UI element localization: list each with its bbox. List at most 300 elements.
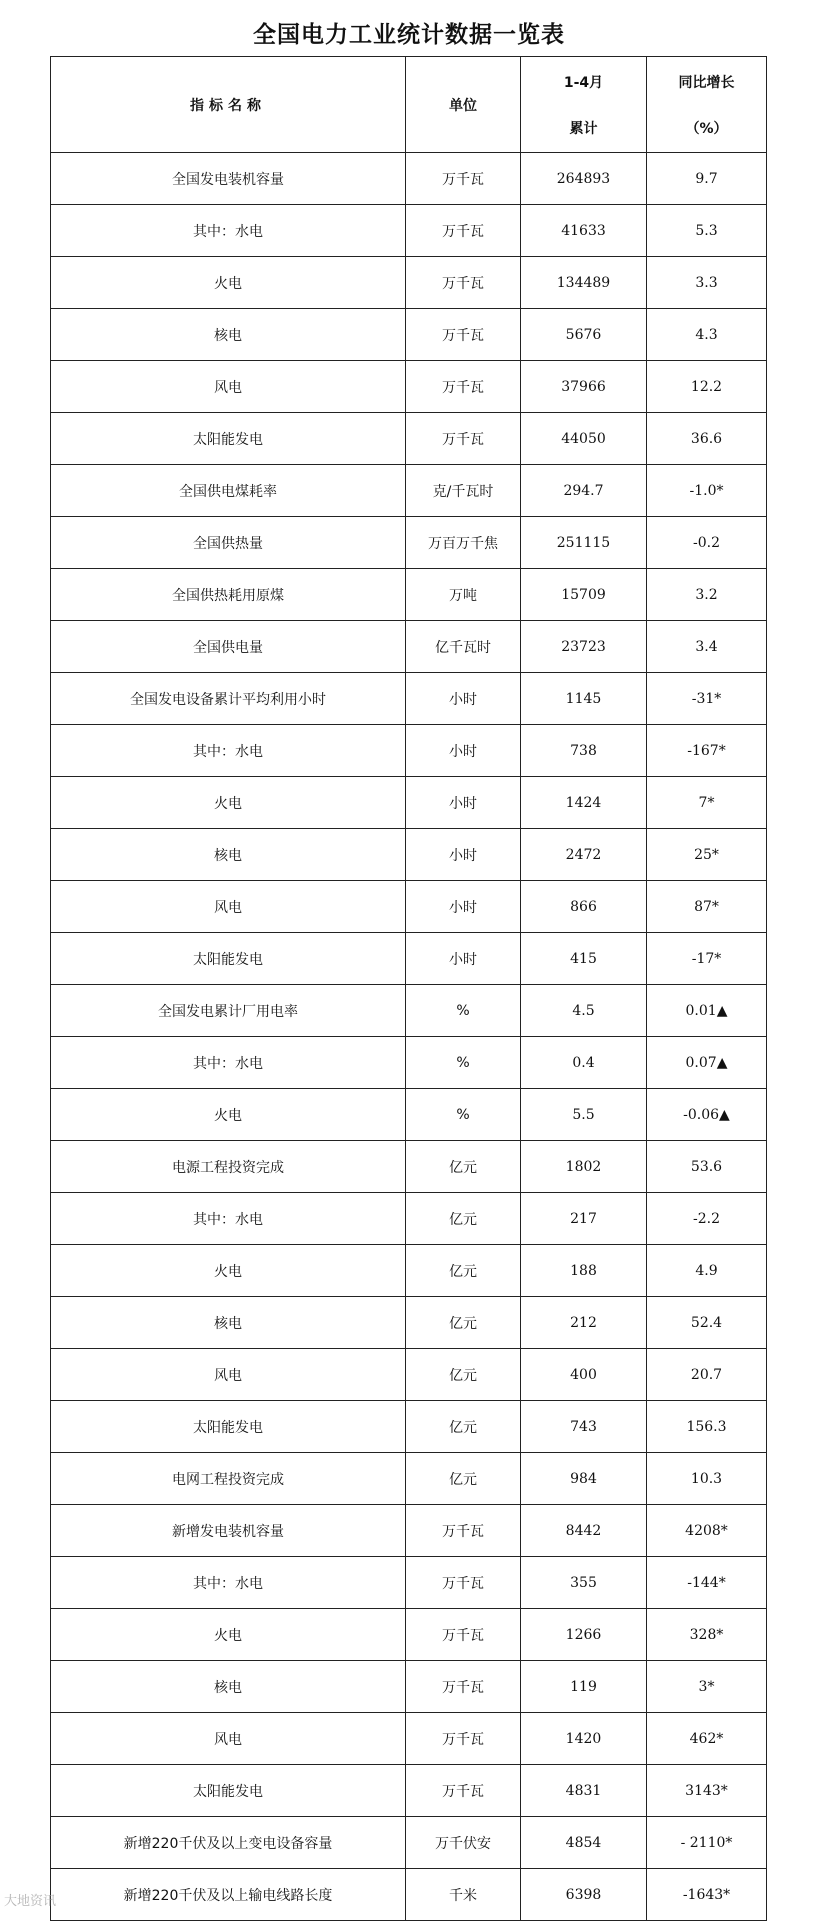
unit-text: % <box>456 1002 470 1019</box>
indicator-name-cell <box>51 153 406 205</box>
cumulative-value-text: 1266 <box>565 1626 602 1643</box>
unit-cell <box>406 1089 521 1141</box>
cumulative-value-text: 1802 <box>565 1158 602 1175</box>
indicator-name-text: 火电 <box>214 275 242 292</box>
indicator-name-text: 风电 <box>214 1731 242 1748</box>
yoy-growth-text: 3.3 <box>695 274 718 291</box>
yoy-growth-cell <box>647 257 767 309</box>
header-yoy-growth <box>647 57 767 153</box>
table-row <box>51 309 767 361</box>
header-indicator-name-label: 指标名称 <box>190 97 266 114</box>
cumulative-value-cell <box>521 985 647 1037</box>
yoy-growth-text: - 2110* <box>680 1834 733 1851</box>
indicator-name-cell <box>51 1765 406 1817</box>
yoy-growth-text: 25* <box>694 846 719 863</box>
yoy-growth-cell <box>647 985 767 1037</box>
cumulative-value-cell <box>521 569 647 621</box>
indicator-name-cell <box>51 881 406 933</box>
cumulative-value-cell <box>521 1245 647 1297</box>
yoy-growth-cell <box>647 1557 767 1609</box>
yoy-growth-text: 10.3 <box>690 1470 723 1487</box>
unit-cell <box>406 1609 521 1661</box>
cumulative-value-text: 1145 <box>565 690 602 707</box>
cumulative-value-cell <box>521 1037 647 1089</box>
yoy-growth-cell <box>647 1297 767 1349</box>
indicator-name-cell <box>51 1141 406 1193</box>
indicator-name-cell <box>51 1193 406 1245</box>
cumulative-value-text: 5.5 <box>572 1106 595 1123</box>
unit-cell <box>406 985 521 1037</box>
indicator-name-text: 风电 <box>214 1367 242 1384</box>
unit-cell <box>406 1245 521 1297</box>
cumulative-value-text: 743 <box>570 1418 597 1435</box>
indicator-name-text: 太阳能发电 <box>193 1783 263 1800</box>
indicator-name-cell <box>51 1505 406 1557</box>
unit-text: % <box>456 1106 470 1123</box>
unit-text: 万千瓦 <box>442 327 484 344</box>
table-row <box>51 621 767 673</box>
cumulative-value-text: 866 <box>570 898 597 915</box>
indicator-name-cell <box>51 933 406 985</box>
unit-text: 小时 <box>449 899 477 916</box>
cumulative-value-cell <box>521 361 647 413</box>
yoy-growth-text: 36.6 <box>690 430 723 447</box>
unit-cell <box>406 1505 521 1557</box>
cumulative-value-text: 5676 <box>565 326 602 343</box>
cumulative-value-text: 4854 <box>565 1834 602 1851</box>
cumulative-value-cell <box>521 309 647 361</box>
indicator-name-text: 新增发电装机容量 <box>172 1523 284 1540</box>
yoy-growth-cell <box>647 1609 767 1661</box>
table-row <box>51 465 767 517</box>
yoy-growth-cell <box>647 673 767 725</box>
unit-cell <box>406 725 521 777</box>
yoy-growth-text: -144* <box>687 1574 726 1591</box>
yoy-growth-cell <box>647 829 767 881</box>
unit-text: 小时 <box>449 743 477 760</box>
yoy-growth-text: -167* <box>687 742 726 759</box>
table-row <box>51 829 767 881</box>
indicator-name-text: 其中：水电 <box>193 1575 263 1592</box>
unit-cell <box>406 153 521 205</box>
indicator-name-cell <box>51 361 406 413</box>
unit-cell <box>406 621 521 673</box>
table-row <box>51 1453 767 1505</box>
cumulative-value-cell <box>521 1089 647 1141</box>
yoy-growth-text: -2.2 <box>693 1210 720 1227</box>
unit-text: 万千瓦 <box>442 275 484 292</box>
unit-text: 亿元 <box>449 1263 477 1280</box>
cumulative-value-text: 8442 <box>565 1522 602 1539</box>
unit-text: 小时 <box>449 847 477 864</box>
yoy-growth-text: 7* <box>698 794 715 811</box>
yoy-growth-text: 3.4 <box>695 638 718 655</box>
indicator-name-text: 全国供热耗用原煤 <box>172 587 284 604</box>
cumulative-value-cell <box>521 1141 647 1193</box>
unit-text: 万千瓦 <box>442 1783 484 1800</box>
yoy-growth-cell <box>647 153 767 205</box>
cumulative-value-cell <box>521 673 647 725</box>
header-yoy-unit-label: （%） <box>685 120 728 137</box>
indicator-name-text: 风电 <box>214 899 242 916</box>
indicator-name-text: 太阳能发电 <box>193 1419 263 1436</box>
cumulative-value-cell <box>521 257 647 309</box>
yoy-growth-text: 9.7 <box>695 170 718 187</box>
unit-cell <box>406 1401 521 1453</box>
cumulative-value-text: 4831 <box>565 1782 602 1799</box>
yoy-growth-text: 3* <box>698 1678 715 1695</box>
cumulative-value-cell <box>521 881 647 933</box>
table-row <box>51 153 767 205</box>
cumulative-value-text: 1424 <box>565 794 602 811</box>
yoy-growth-text: -31* <box>691 690 722 707</box>
yoy-growth-text: 12.2 <box>690 378 723 395</box>
unit-text: 万千瓦 <box>442 1679 484 1696</box>
unit-cell <box>406 1869 521 1921</box>
indicator-name-cell <box>51 465 406 517</box>
yoy-growth-cell <box>647 413 767 465</box>
indicator-name-text: 火电 <box>214 1107 242 1124</box>
indicator-name-text: 全国发电装机容量 <box>172 171 284 188</box>
cumulative-value-text: 984 <box>570 1470 597 1487</box>
unit-cell <box>406 1141 521 1193</box>
table-row <box>51 777 767 829</box>
cumulative-value-text: 294.7 <box>563 482 604 499</box>
unit-text: 小时 <box>449 951 477 968</box>
unit-cell <box>406 1557 521 1609</box>
cumulative-value-cell <box>521 413 647 465</box>
indicator-name-cell <box>51 829 406 881</box>
indicator-name-text: 全国供电量 <box>193 639 263 656</box>
table-row <box>51 1765 767 1817</box>
indicator-name-text: 其中：水电 <box>193 223 263 240</box>
indicator-name-cell <box>51 205 406 257</box>
yoy-growth-cell <box>647 1661 767 1713</box>
indicator-name-text: 其中：水电 <box>193 1211 263 1228</box>
indicator-name-text: 新增220千伏及以上变电设备容量 <box>123 1835 333 1852</box>
yoy-growth-cell <box>647 1089 767 1141</box>
indicator-name-cell <box>51 1349 406 1401</box>
indicator-name-cell <box>51 1661 406 1713</box>
cumulative-value-cell <box>521 725 647 777</box>
indicator-name-cell <box>51 725 406 777</box>
unit-cell <box>406 1193 521 1245</box>
unit-text: 万千瓦 <box>442 379 484 396</box>
cumulative-value-cell <box>521 1557 647 1609</box>
table-row <box>51 1713 767 1765</box>
cumulative-value-cell <box>521 1193 647 1245</box>
cumulative-value-text: 15709 <box>561 586 606 603</box>
indicator-name-cell <box>51 673 406 725</box>
cumulative-value-cell <box>521 777 647 829</box>
yoy-growth-cell <box>647 1037 767 1089</box>
indicator-name-text: 核电 <box>214 327 242 344</box>
unit-cell <box>406 1817 521 1869</box>
yoy-growth-text: 156.3 <box>686 1418 727 1435</box>
indicator-name-cell <box>51 777 406 829</box>
cumulative-value-text: 400 <box>570 1366 597 1383</box>
unit-cell <box>406 933 521 985</box>
table-row <box>51 1505 767 1557</box>
header-indicator-name <box>51 57 406 153</box>
cumulative-value-cell <box>521 1609 647 1661</box>
unit-text: 千米 <box>449 1887 477 1904</box>
yoy-growth-text: 0.01▲ <box>685 1002 728 1019</box>
unit-cell <box>406 465 521 517</box>
yoy-growth-cell <box>647 361 767 413</box>
table-row <box>51 1817 767 1869</box>
yoy-growth-text: 53.6 <box>690 1158 723 1175</box>
cumulative-value-text: 355 <box>570 1574 597 1591</box>
indicator-name-cell <box>51 1817 406 1869</box>
unit-cell <box>406 257 521 309</box>
table-row <box>51 1609 767 1661</box>
table-row <box>51 205 767 257</box>
table-row <box>51 673 767 725</box>
yoy-growth-cell <box>647 1713 767 1765</box>
cumulative-value-text: 415 <box>570 950 597 967</box>
yoy-growth-cell <box>647 309 767 361</box>
yoy-growth-cell <box>647 621 767 673</box>
indicator-name-text: 核电 <box>214 1315 242 1332</box>
yoy-growth-cell <box>647 569 767 621</box>
indicator-name-cell <box>51 1609 406 1661</box>
indicator-name-text: 风电 <box>214 379 242 396</box>
yoy-growth-cell <box>647 1401 767 1453</box>
header-cumulative <box>521 57 647 153</box>
yoy-growth-cell <box>647 881 767 933</box>
cumulative-value-cell <box>521 621 647 673</box>
unit-text: 万千瓦 <box>442 1523 484 1540</box>
unit-cell <box>406 1453 521 1505</box>
cumulative-value-text: 6398 <box>565 1886 602 1903</box>
table-row <box>51 413 767 465</box>
cumulative-value-cell <box>521 153 647 205</box>
cumulative-value-cell <box>521 1765 647 1817</box>
cumulative-value-cell <box>521 1349 647 1401</box>
yoy-growth-cell <box>647 1505 767 1557</box>
unit-text: 小时 <box>449 795 477 812</box>
yoy-growth-cell <box>647 1141 767 1193</box>
indicator-name-cell <box>51 1869 406 1921</box>
table-row <box>51 1089 767 1141</box>
table-row <box>51 725 767 777</box>
cumulative-value-cell <box>521 1817 647 1869</box>
yoy-growth-cell <box>647 205 767 257</box>
yoy-growth-text: 4.3 <box>695 326 718 343</box>
indicator-name-cell <box>51 1089 406 1141</box>
table-row <box>51 881 767 933</box>
page-title: 全国电力工业统计数据一览表 <box>253 22 565 48</box>
indicator-name-text: 核电 <box>214 847 242 864</box>
unit-text: 万千伏安 <box>435 1835 491 1852</box>
cumulative-value-text: 738 <box>570 742 597 759</box>
yoy-growth-text: -1643* <box>682 1886 731 1903</box>
yoy-growth-cell <box>647 1453 767 1505</box>
unit-cell <box>406 1713 521 1765</box>
yoy-growth-text: 4.9 <box>695 1262 718 1279</box>
cumulative-value-text: 264893 <box>556 170 611 187</box>
cumulative-value-text: 251115 <box>556 534 611 551</box>
table-row <box>51 1557 767 1609</box>
cumulative-value-cell <box>521 517 647 569</box>
table-row <box>51 1297 767 1349</box>
cumulative-value-cell <box>521 1869 647 1921</box>
yoy-growth-text: 462* <box>689 1730 724 1747</box>
yoy-growth-text: 20.7 <box>690 1366 723 1383</box>
unit-text: 万千瓦 <box>442 1575 484 1592</box>
unit-text: 亿元 <box>449 1419 477 1436</box>
cumulative-value-text: 134489 <box>556 274 611 291</box>
cumulative-value-cell <box>521 933 647 985</box>
cumulative-value-text: 4.5 <box>572 1002 595 1019</box>
indicator-name-cell <box>51 1557 406 1609</box>
cumulative-value-cell <box>521 1661 647 1713</box>
unit-cell <box>406 673 521 725</box>
cumulative-value-cell <box>521 1401 647 1453</box>
unit-text: 克/千瓦时 <box>432 483 494 500</box>
yoy-growth-text: 4208* <box>685 1522 728 1539</box>
unit-text: 亿元 <box>449 1471 477 1488</box>
cumulative-value-cell <box>521 205 647 257</box>
table-row <box>51 361 767 413</box>
unit-cell <box>406 205 521 257</box>
indicator-name-cell <box>51 413 406 465</box>
table-row <box>51 933 767 985</box>
header-period-label: 1-4月 <box>563 74 604 91</box>
table-row <box>51 1245 767 1297</box>
yoy-growth-text: 52.4 <box>690 1314 723 1331</box>
indicator-name-text: 全国发电累计厂用电率 <box>158 1003 298 1020</box>
unit-text: 万千瓦 <box>442 171 484 188</box>
unit-text: 亿元 <box>449 1367 477 1384</box>
table-row <box>51 257 767 309</box>
table-row <box>51 1349 767 1401</box>
indicator-name-text: 火电 <box>214 1263 242 1280</box>
unit-cell <box>406 309 521 361</box>
unit-text: 小时 <box>449 691 477 708</box>
unit-cell <box>406 569 521 621</box>
yoy-growth-text: 328* <box>689 1626 724 1643</box>
indicator-name-cell <box>51 309 406 361</box>
table-row <box>51 1661 767 1713</box>
yoy-growth-cell <box>647 933 767 985</box>
unit-text: 亿元 <box>449 1159 477 1176</box>
indicator-name-cell <box>51 569 406 621</box>
indicator-name-cell <box>51 1245 406 1297</box>
unit-cell <box>406 829 521 881</box>
unit-cell <box>406 517 521 569</box>
indicator-name-cell <box>51 1037 406 1089</box>
indicator-name-cell <box>51 985 406 1037</box>
unit-cell <box>406 1297 521 1349</box>
yoy-growth-cell <box>647 1869 767 1921</box>
yoy-growth-text: -0.06▲ <box>683 1106 730 1123</box>
indicator-name-cell <box>51 517 406 569</box>
cumulative-value-cell <box>521 1453 647 1505</box>
table-row <box>51 517 767 569</box>
unit-text: 万吨 <box>449 587 477 604</box>
yoy-growth-cell <box>647 1765 767 1817</box>
indicator-name-cell <box>51 1297 406 1349</box>
cumulative-value-text: 119 <box>570 1678 597 1695</box>
unit-text: 万千瓦 <box>442 431 484 448</box>
unit-text: 亿千瓦时 <box>435 639 491 656</box>
yoy-growth-cell <box>647 777 767 829</box>
cumulative-value-cell <box>521 465 647 517</box>
indicator-name-cell <box>51 621 406 673</box>
header-unit-label: 单位 <box>449 97 477 114</box>
unit-cell <box>406 777 521 829</box>
cumulative-value-cell <box>521 1297 647 1349</box>
header-yoy-label: 同比增长 <box>678 74 735 91</box>
indicator-name-text: 其中：水电 <box>193 743 263 760</box>
unit-cell <box>406 881 521 933</box>
table-row <box>51 1401 767 1453</box>
yoy-growth-cell <box>647 1817 767 1869</box>
indicator-name-cell <box>51 1401 406 1453</box>
indicator-name-text: 新增220千伏及以上输电线路长度 <box>123 1887 333 1904</box>
table-row <box>51 985 767 1037</box>
table-row <box>51 1037 767 1089</box>
cumulative-value-cell <box>521 829 647 881</box>
yoy-growth-cell <box>647 517 767 569</box>
indicator-name-text: 其中：水电 <box>193 1055 263 1072</box>
cumulative-value-text: 1420 <box>565 1730 602 1747</box>
cumulative-value-text: 23723 <box>561 638 606 655</box>
table-row <box>51 1193 767 1245</box>
indicator-name-cell <box>51 257 406 309</box>
yoy-growth-text: 5.3 <box>695 222 718 239</box>
indicator-name-text: 电网工程投资完成 <box>172 1471 284 1488</box>
cumulative-value-text: 2472 <box>565 846 602 863</box>
unit-text: 万千瓦 <box>442 1627 484 1644</box>
indicator-name-cell <box>51 1453 406 1505</box>
table-row <box>51 1869 767 1921</box>
indicator-name-text: 太阳能发电 <box>193 951 263 968</box>
unit-cell <box>406 361 521 413</box>
unit-cell <box>406 1349 521 1401</box>
unit-cell <box>406 413 521 465</box>
unit-cell <box>406 1765 521 1817</box>
yoy-growth-text: 87* <box>694 898 719 915</box>
cumulative-value-text: 44050 <box>561 430 606 447</box>
indicator-name-cell <box>51 1713 406 1765</box>
indicator-name-text: 全国供电煤耗率 <box>179 483 277 500</box>
indicator-name-text: 电源工程投资完成 <box>172 1159 284 1176</box>
indicator-name-text: 全国供热量 <box>193 535 263 552</box>
unit-text: 万千瓦 <box>442 1731 484 1748</box>
yoy-growth-cell <box>647 1349 767 1401</box>
indicator-name-text: 全国发电设备累计平均利用小时 <box>130 691 326 708</box>
table-body <box>51 153 767 1921</box>
unit-cell <box>406 1037 521 1089</box>
unit-text: 万百万千焦 <box>428 535 498 552</box>
yoy-growth-text: 3.2 <box>695 586 718 603</box>
cumulative-value-text: 217 <box>570 1210 597 1227</box>
cumulative-value-text: 41633 <box>561 222 606 239</box>
watermark: 大地资讯 <box>4 1894 57 1909</box>
cumulative-value-text: 212 <box>570 1314 597 1331</box>
cumulative-value-text: 37966 <box>561 378 606 395</box>
yoy-growth-cell <box>647 465 767 517</box>
indicator-name-text: 太阳能发电 <box>193 431 263 448</box>
table-row <box>51 569 767 621</box>
header-unit <box>406 57 521 153</box>
indicator-name-text: 核电 <box>214 1679 242 1696</box>
cumulative-value-cell <box>521 1505 647 1557</box>
statistics-table <box>50 56 767 1921</box>
